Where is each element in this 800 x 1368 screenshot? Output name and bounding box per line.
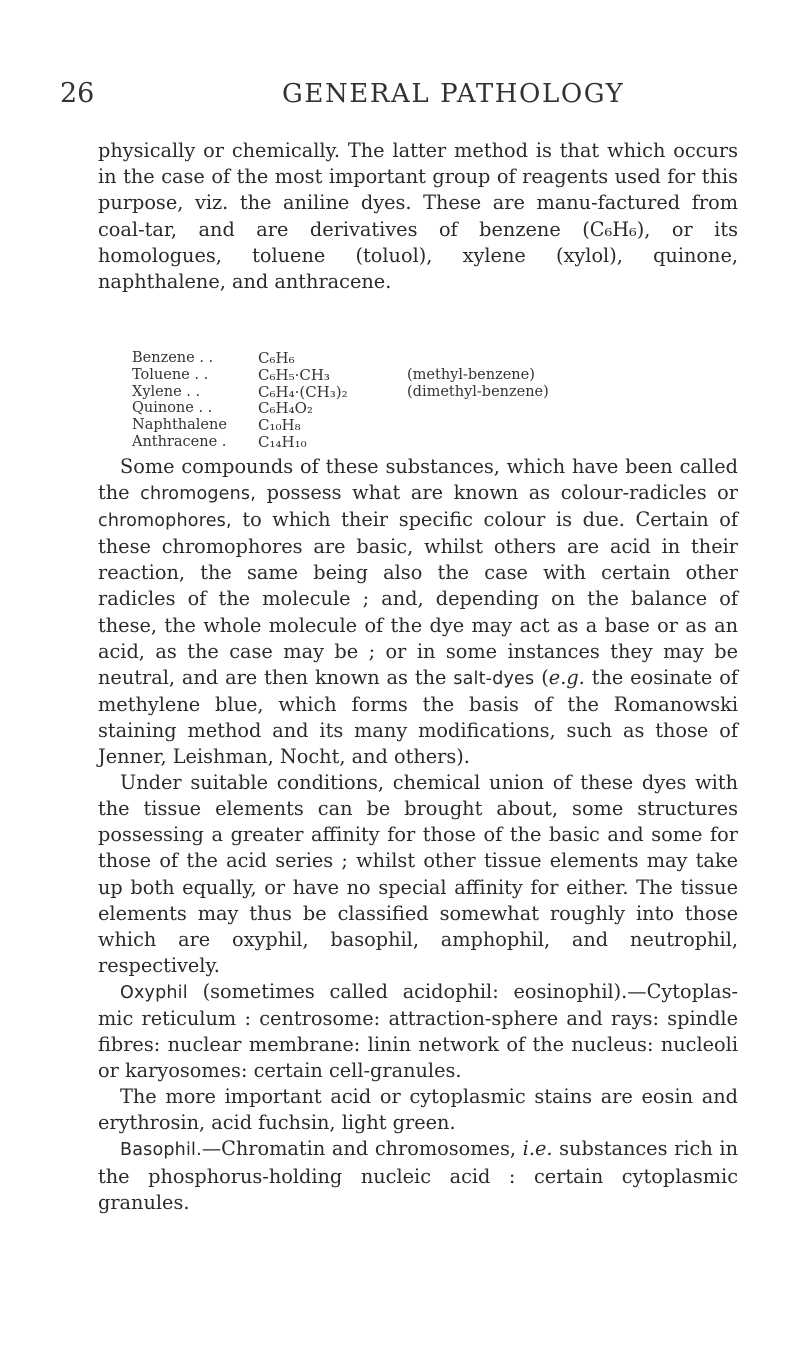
main-text-block bbox=[98, 454, 738, 1216]
compound-name: Xylene . . bbox=[132, 383, 201, 400]
abbrev-ie: i.e. bbox=[522, 1137, 553, 1161]
compound-note bbox=[407, 434, 549, 451]
compound-formula: C₆H₄O₂ bbox=[258, 399, 313, 418]
running-title: GENERAL PATHOLOGY bbox=[282, 79, 625, 109]
text-run: (sometimes called acidophil: eosinophil).—Cytoplas-mic reticulum : centrosome: attraction-sphere and rays: spindle fibres: nuclear membrane: linin network of the nucleus: nucleoli or karyosomes: certain cell-granules. bbox=[98, 979, 738, 1083]
compound-note bbox=[407, 400, 549, 417]
formula-table bbox=[132, 350, 549, 451]
term-basophil: Basophil. bbox=[120, 1140, 202, 1161]
term-salt-dyes: salt-dyes bbox=[453, 668, 535, 689]
text-run: ( bbox=[534, 665, 549, 689]
intro-text-block bbox=[98, 138, 738, 295]
compound-note bbox=[407, 417, 549, 434]
compound-note: (dimethyl-benzene) bbox=[407, 383, 549, 400]
formula-row bbox=[132, 434, 549, 451]
text-run: substances rich in the phosphorus-holding nucleic acid : certain cytoplasmic granules. bbox=[98, 1137, 739, 1214]
compound-note: (methyl-benzene) bbox=[407, 366, 535, 383]
compound-formula: C₁₄H₁₀ bbox=[258, 432, 307, 451]
stains-paragraph: The more important acid or cytoplasmic stains are eosin and erythrosin, acid fuchsin, light green. bbox=[98, 1085, 738, 1135]
text-run: —Chromatin and chromosomes, bbox=[201, 1137, 523, 1161]
compound-formula: C₆H₄·(CH₃)₂ bbox=[258, 382, 348, 401]
compound-formula: C₁₀H₈ bbox=[258, 416, 301, 435]
compound-name: Anthracene . bbox=[132, 433, 227, 450]
abbrev-eg: e.g. bbox=[548, 665, 585, 689]
page-header bbox=[0, 78, 800, 118]
formula-row bbox=[132, 350, 549, 367]
oxyphil-paragraph bbox=[98, 979, 738, 1084]
intro-paragraph: physically or chemically. The latter method is that which occurs in the case of the most important group of reagents used for this purpose, viz. the aniline dyes. These are manu-factured from coal-tar, and are derivatives of benzene (C₆H₆), or its homologues, toluene (toluol), xylene (xylol), quinone, naphthalene, and anthracene. bbox=[98, 139, 738, 294]
formula-row bbox=[132, 384, 549, 401]
formula-row bbox=[132, 400, 549, 417]
text-run: the eosinate of methylene blue, which forms the basis of the Romanowski staining method and its many modifications, such as those of Jenner, Leishman, Nocht, and others). bbox=[98, 665, 738, 769]
text-run: Some compounds of these substances, which have been called the bbox=[98, 455, 738, 505]
compound-name: Naphthalene bbox=[132, 417, 227, 434]
basophil-paragraph bbox=[98, 1136, 738, 1215]
compound-name: Quinone . . bbox=[132, 400, 213, 417]
text-run: to which their specific colour is due. Certain of these chromophores are basic, whilst others are acid in their reaction, the same being also the case with certain other radicles of the molecule ; and, depending on the balance of these, the whole molecule of the dye may act as a base or as an acid, as the case may be ; or in some instances they may be neutral, and are then known as the bbox=[98, 508, 738, 689]
formula-row bbox=[132, 367, 549, 384]
compound-note bbox=[407, 350, 549, 367]
compound-name: Toluene . . bbox=[132, 366, 209, 383]
term-chromogens: chromogens, bbox=[140, 484, 257, 505]
term-oxyphil: Oxyphil bbox=[120, 982, 188, 1003]
page-number: 26 bbox=[60, 78, 95, 109]
compound-formula: C₆H₆ bbox=[258, 349, 295, 367]
formula-row bbox=[132, 417, 549, 434]
chromogens-paragraph bbox=[98, 454, 738, 770]
text-run: possess what are known as colour-radicles or bbox=[256, 481, 738, 505]
compound-formula: C₆H₅·CH₃ bbox=[258, 365, 330, 384]
affinity-paragraph: Under suitable conditions, chemical union of these dyes with the tissue elements can be brought about, some structures possessing a greater affinity for those of the basic and some for those of the acid series ; whilst other tissue elements may take up both equally, or have no special affinity for either. The tissue elements may thus be classified somewhat roughly into those which are oxyphil, basophil, amphophil, and neutrophil, respectively. bbox=[98, 771, 738, 977]
compound-name: Benzene . . bbox=[132, 350, 214, 366]
term-chromophores: chromophores, bbox=[98, 511, 232, 532]
